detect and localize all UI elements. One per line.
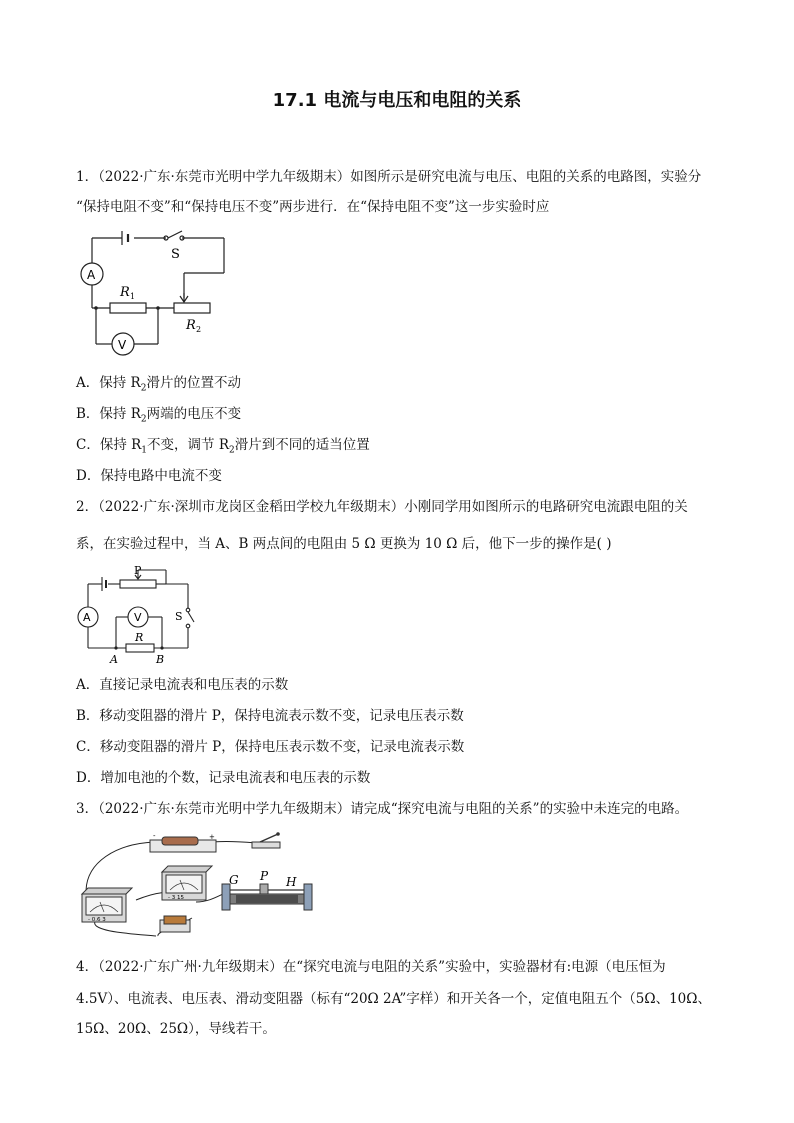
q2-option-a: A．直接记录电流表和电压表的示数 (76, 677, 289, 693)
ammeter-label: A (83, 611, 91, 624)
r2-label: R (186, 318, 196, 333)
point-a-label: A (110, 653, 118, 666)
rheostat-g-label: G (229, 873, 239, 887)
ammeter-label: A (87, 268, 96, 282)
q1-option-c: C．保持 $R_1$不变，调节 $R_2$滑片到不同的适当位置 (76, 437, 370, 456)
r1-label: R (120, 285, 130, 300)
knife-switch (252, 832, 280, 848)
q2-text-line1: 2．（2022·广东·深圳市龙岗区金稻田学校九年级期末）小刚同学用如图所示的电路研究电流跟电阻的关 (76, 499, 688, 515)
battery-minus: - (153, 832, 156, 840)
q1-option-b: B．保持 $R_2$两端的电压不变 (76, 406, 242, 425)
rheostat-h-label: H (286, 875, 297, 889)
resistor-label: R (135, 631, 144, 644)
q4-text-line3: 15Ω、20Ω、25Ω），导线若干。 (76, 1021, 276, 1037)
rheostat-p-label: P (260, 869, 269, 883)
q2-option-b: B．移动变阻器的滑片 P，保持电流表示数不变，记录电压表示数 (76, 708, 464, 724)
r2-subscript: 2 (196, 325, 202, 334)
voltmeter-label: V (134, 611, 142, 624)
page-title: 17.1 电流与电压和电阻的关系 (272, 90, 522, 111)
slider-p-label: P (134, 564, 142, 577)
battery-plus: + (209, 833, 215, 841)
q4-text-line1: 4．（2022·广东广州·九年级期末）在“探究电流与电阻的关系”实验中，实验器材有:电源（电压恒为 (76, 959, 666, 975)
switch-label: S (175, 610, 183, 623)
q3-apparatus-illustration (76, 832, 316, 942)
q2-text-line2: 系，在实验过程中，当 A、B 两点间的电阻由 5 Ω 更换为 10 Ω 后，他下一步的操作是( ) (76, 536, 612, 552)
point-b-label: B (156, 653, 165, 666)
q1-option-a: A．保持 $R_2$滑片的位置不动 (76, 375, 241, 394)
fixed-resistor (160, 916, 190, 932)
battery-box (150, 832, 216, 852)
r1-subscript: 1 (130, 292, 136, 301)
q4-text-line2: 4.5V）、电流表、电压表、滑动变阻器（标有“20Ω 2A”字样）和开关各一个，定值电阻五个（5Ω、10Ω、 (76, 991, 711, 1007)
voltmeter-device (162, 866, 212, 901)
q1-text-line2: “保持电阻不变”和“保持电压不变”两步进行．在“保持电阻不变”这一步实验时应 (76, 199, 550, 215)
q1-option-d: D．保持电路中电流不变 (76, 468, 222, 484)
q2-option-c: C．移动变阻器的滑片 P，保持电压表示数不变，记录电流表示数 (76, 739, 465, 755)
ammeter-device (82, 888, 132, 923)
voltmeter-terminals: - 3 15 (168, 895, 184, 901)
q1-text-line1: 1．（2022·广东·东莞市光明中学九年级期末）如图所示是研究电流与电压、电阻的关系的电路图，实验分 (76, 169, 702, 185)
sliding-rheostat (222, 869, 312, 910)
q3-text-line1: 3．（2022·广东·东莞市光明中学九年级期末）请完成“探究电流与电阻的关系”的实验中未连完的电路。 (76, 801, 689, 817)
q1-circuit-diagram (74, 228, 234, 358)
switch-label: S (171, 247, 180, 262)
q2-option-d: D．增加电池的个数，记录电流表和电压表的示数 (76, 770, 371, 786)
voltmeter-label: V (118, 338, 127, 352)
q2-circuit-diagram (74, 564, 204, 668)
ammeter-terminals: - 0.6 3 (88, 917, 106, 923)
